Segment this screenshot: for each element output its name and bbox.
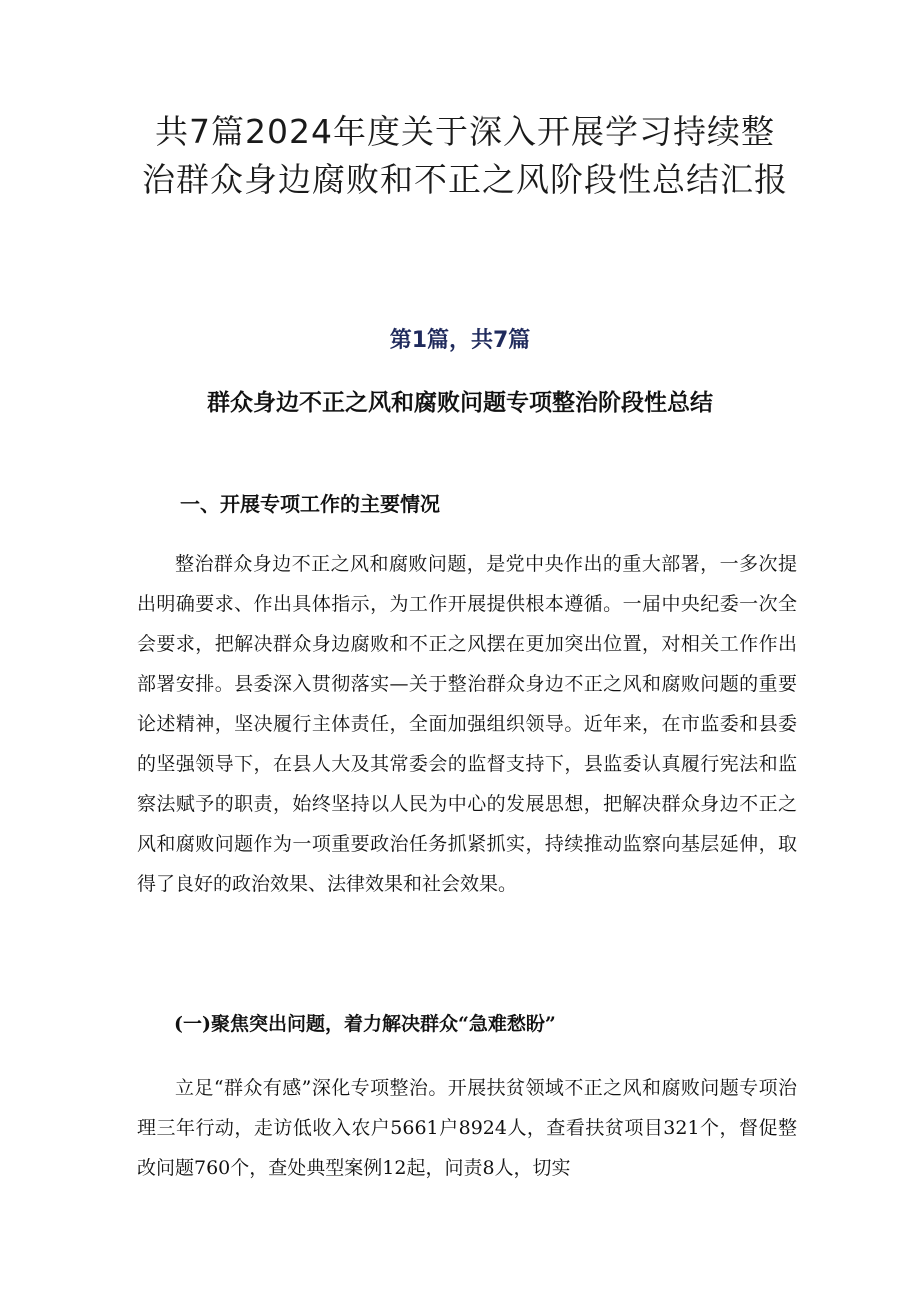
sub-heading-1: (一)聚焦突出问题，着力解决群众“急难愁盼” <box>174 1013 556 1035</box>
body-paragraph-1: 整治群众身边不正之风和腐败问题，是党中央作出的重大部署，一多次提出明确要求、作出具体指示，为工作开展提供根本遵循。一届中央纪委一次全会要求，把解决群众身边腐败和不正之风摆在更加突出位置，对相关工作作出部署安排。县委深入贯彻落实—关于整治群众身边不正之风和腐败问题的重要论述精神，坚决履行主体责任，全面加强组织领导。近年来，在市监委和县委的坚强领导下，在县人大及其常委会的监督支持下，县监委认真履行宪法和监察法赋予的职责，始终坚持以人民为中心的发展思想，把解决群众身边不正之风和腐败问题作为一项重要政治任务抓紧抓实，持续推动监察向基层延伸，取得了良好的政治效果、法律效果和社会效果。 <box>137 553 797 895</box>
document-main-title: 共7篇2024年度关于深入开展学习持续整治群众身边腐败和不正之风阶段性总结汇报 <box>142 112 788 199</box>
part-label: 第1篇，共7篇 <box>389 328 531 353</box>
section-heading: 一、开展专项工作的主要情况 <box>180 492 440 516</box>
summary-sub-title: 群众身边不正之风和腐败问题专项整治阶段性总结 <box>207 390 713 416</box>
body-paragraph-2: 立足“群众有感”深化专项整治。开展扶贫领域不正之风和腐败问题专项治理三年行动，走访低收入农户5661户8924人，查看扶贫项目321个，督促整改问题760个，查处典型案例12起，问责8人，切实 <box>137 1077 797 1179</box>
